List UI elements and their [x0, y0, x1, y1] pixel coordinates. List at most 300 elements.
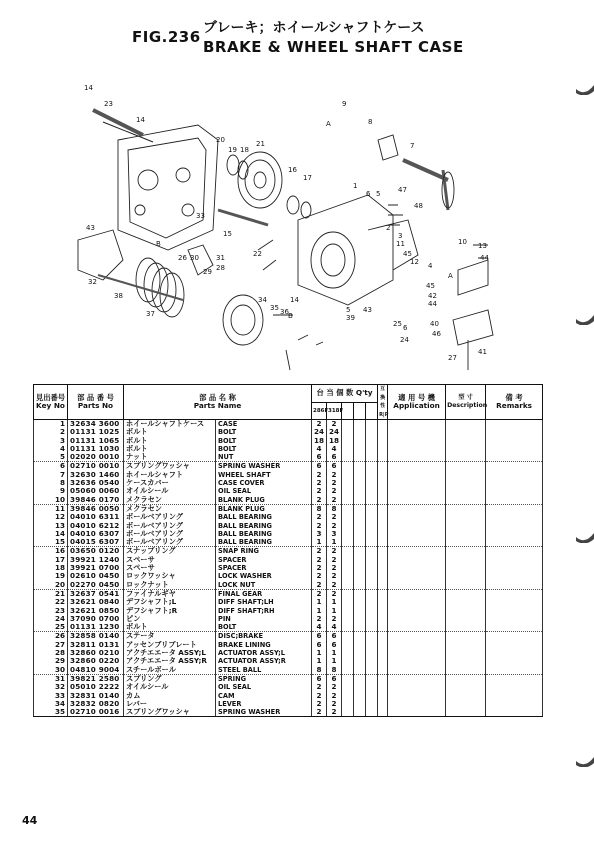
diagram-callout: 1	[353, 182, 358, 190]
parts-no-cell: 02610 0450	[68, 572, 124, 580]
qty-286f-cell: 18	[312, 437, 327, 445]
qty-blank-cell	[354, 513, 366, 521]
table-row	[34, 428, 543, 436]
interchange-cell	[378, 428, 388, 436]
qty-blank-cell	[342, 581, 354, 590]
application-cell	[388, 487, 446, 495]
application-cell	[388, 471, 446, 479]
interchange-cell	[378, 598, 388, 606]
interchange-cell	[378, 641, 388, 649]
qty-blank-cell	[354, 683, 366, 691]
diagram-callout: 45	[426, 282, 435, 290]
application-cell	[388, 428, 446, 436]
key-no-cell: 22	[34, 598, 68, 606]
qty-318f-cell: 18	[327, 437, 342, 445]
name-en-cell: CASE COVER	[216, 479, 312, 487]
key-no-cell: 14	[34, 530, 68, 538]
diagram-callout: 38	[114, 292, 123, 300]
name-en-cell: FINAL GEAR	[216, 589, 312, 598]
name-jp-cell: レバー	[124, 700, 216, 708]
application-cell	[388, 479, 446, 487]
remarks-cell	[486, 674, 543, 683]
key-no-cell: 15	[34, 538, 68, 547]
qty-blank-cell	[366, 641, 378, 649]
name-en-cell: DISC;BRAKE	[216, 632, 312, 641]
parts-no-cell: 04010 6311	[68, 513, 124, 521]
interchange-cell	[378, 471, 388, 479]
parts-no-cell: 32637 0541	[68, 589, 124, 598]
qty-286f-cell: 2	[312, 572, 327, 580]
qty-blank-cell	[354, 692, 366, 700]
qty-286f-cell: 2	[312, 479, 327, 487]
qty-blank-cell	[342, 589, 354, 598]
header-application: 適 用 号 機 Application	[388, 385, 446, 420]
name-en-cell: BOLT	[216, 428, 312, 436]
qty-286f-cell: 2	[312, 556, 327, 564]
name-en-cell: BOLT	[216, 445, 312, 453]
qty-blank-cell	[354, 547, 366, 556]
qty-286f-cell: 2	[312, 589, 327, 598]
name-en-cell: LOCK NUT	[216, 581, 312, 590]
qty-blank-cell	[342, 692, 354, 700]
diagram-callout: 30	[190, 254, 199, 262]
remarks-cell	[486, 462, 543, 471]
parts-no-cell: 32636 0540	[68, 479, 124, 487]
application-cell	[388, 632, 446, 641]
qty-blank-cell	[354, 589, 366, 598]
name-jp-cell: ボールベアリング	[124, 530, 216, 538]
qty-286f-cell: 4	[312, 445, 327, 453]
description-cell	[446, 641, 486, 649]
description-cell	[446, 632, 486, 641]
interchange-cell	[378, 607, 388, 615]
qty-286f-cell: 2	[312, 700, 327, 708]
description-cell	[446, 564, 486, 572]
qty-blank-cell	[354, 649, 366, 657]
table-row	[34, 420, 543, 429]
description-cell	[446, 453, 486, 462]
application-cell	[388, 623, 446, 632]
qty-blank-cell	[366, 513, 378, 521]
name-jp-cell: デフシャフト;R	[124, 607, 216, 615]
diagram-callout: 48	[414, 202, 423, 210]
key-no-cell: 30	[34, 666, 68, 675]
application-cell	[388, 530, 446, 538]
description-cell	[446, 666, 486, 675]
qty-318f-cell: 2	[327, 420, 342, 429]
application-cell	[388, 598, 446, 606]
parts-no-cell: 05010 2222	[68, 683, 124, 691]
qty-blank-cell	[366, 479, 378, 487]
name-en-cell: OIL SEAL	[216, 487, 312, 495]
qty-318f-cell: 2	[327, 487, 342, 495]
key-no-cell: 32	[34, 683, 68, 691]
qty-286f-cell: 2	[312, 513, 327, 521]
header-qty: 台 当 個 数 Q'ty	[312, 385, 378, 403]
parts-no-cell: 02020 0010	[68, 453, 124, 462]
diagram-callout: 9	[342, 100, 347, 108]
qty-318f-cell: 1	[327, 657, 342, 665]
diagram-callout: 12	[410, 258, 419, 266]
application-cell	[388, 683, 446, 691]
qty-blank-cell	[342, 504, 354, 513]
header-description: 型 寸 Description	[446, 385, 486, 420]
qty-286f-cell: 6	[312, 453, 327, 462]
parts-no-cell: 04010 6212	[68, 522, 124, 530]
interchange-cell	[378, 453, 388, 462]
name-en-cell: ACTUATOR ASSY;L	[216, 649, 312, 657]
diagram-callout: 15	[223, 230, 232, 238]
description-cell	[446, 437, 486, 445]
qty-318f-cell: 6	[327, 674, 342, 683]
parts-no-cell: 32621 0840	[68, 598, 124, 606]
qty-286f-cell: 1	[312, 538, 327, 547]
table-row	[34, 496, 543, 505]
application-cell	[388, 607, 446, 615]
application-cell	[388, 445, 446, 453]
qty-286f-cell: 1	[312, 649, 327, 657]
qty-blank-cell	[342, 615, 354, 623]
remarks-cell	[486, 641, 543, 649]
remarks-cell	[486, 547, 543, 556]
qty-blank-cell	[354, 445, 366, 453]
name-en-cell: CASE	[216, 420, 312, 429]
description-cell	[446, 674, 486, 683]
qty-blank-cell	[342, 453, 354, 462]
description-cell	[446, 462, 486, 471]
description-cell	[446, 504, 486, 513]
qty-blank-cell	[354, 598, 366, 606]
name-en-cell: BALL BEARING	[216, 522, 312, 530]
remarks-cell	[486, 513, 543, 521]
remarks-cell	[486, 708, 543, 717]
parts-no-cell: 32634 3600	[68, 420, 124, 429]
key-no-cell: 17	[34, 556, 68, 564]
description-cell	[446, 496, 486, 505]
qty-286f-cell: 4	[312, 623, 327, 632]
remarks-cell	[486, 598, 543, 606]
name-jp-cell: スペーサ	[124, 556, 216, 564]
name-jp-cell: スチールボール	[124, 666, 216, 675]
name-jp-cell: メクラセン	[124, 504, 216, 513]
qty-blank-cell	[366, 692, 378, 700]
qty-blank-cell	[366, 700, 378, 708]
remarks-cell	[486, 487, 543, 495]
name-en-cell: DIFF SHAFT;LH	[216, 598, 312, 606]
interchange-cell	[378, 564, 388, 572]
diagram-callout: 34	[258, 296, 267, 304]
qty-318f-cell: 6	[327, 453, 342, 462]
key-no-cell: 11	[34, 504, 68, 513]
diagram-callout: 24	[400, 336, 409, 344]
qty-286f-cell: 8	[312, 666, 327, 675]
qty-318f-cell: 4	[327, 623, 342, 632]
key-no-cell: 16	[34, 547, 68, 556]
qty-blank-cell	[354, 615, 366, 623]
qty-286f-cell: 6	[312, 641, 327, 649]
key-no-cell: 10	[34, 496, 68, 505]
qty-blank-cell	[354, 556, 366, 564]
description-cell	[446, 572, 486, 580]
table-row	[34, 564, 543, 572]
name-en-cell: BLANK PLUG	[216, 496, 312, 505]
key-no-cell: 27	[34, 641, 68, 649]
qty-blank-cell	[366, 487, 378, 495]
qty-blank-cell	[342, 666, 354, 675]
remarks-cell	[486, 692, 543, 700]
qty-blank-cell	[342, 649, 354, 657]
qty-286f-cell: 2	[312, 708, 327, 717]
parts-no-cell: 01131 1025	[68, 428, 124, 436]
qty-blank-cell	[366, 632, 378, 641]
qty-blank-cell	[342, 487, 354, 495]
diagram-callout: 14	[136, 116, 145, 124]
name-jp-cell: ホイールシャフト	[124, 471, 216, 479]
diagram-callout: 39	[346, 314, 355, 322]
qty-blank-cell	[342, 556, 354, 564]
qty-blank-cell	[354, 607, 366, 615]
parts-no-cell: 32630 1460	[68, 471, 124, 479]
key-no-cell: 19	[34, 572, 68, 580]
remarks-cell	[486, 530, 543, 538]
qty-blank-cell	[342, 632, 354, 641]
table-row	[34, 623, 543, 632]
qty-blank-cell	[366, 564, 378, 572]
remarks-cell	[486, 581, 543, 590]
parts-no-cell: 32858 0140	[68, 632, 124, 641]
description-cell	[446, 522, 486, 530]
qty-blank-cell	[342, 641, 354, 649]
remarks-cell	[486, 700, 543, 708]
application-cell	[388, 462, 446, 471]
table-row	[34, 530, 543, 538]
qty-blank-cell	[354, 666, 366, 675]
parts-no-cell: 37090 0700	[68, 615, 124, 623]
name-en-cell: LOCK WASHER	[216, 572, 312, 580]
name-en-cell: STEEL BALL	[216, 666, 312, 675]
exploded-parts-diagram	[48, 80, 518, 380]
table-row	[34, 581, 543, 590]
name-en-cell: DIFF SHAFT;RH	[216, 607, 312, 615]
application-cell	[388, 641, 446, 649]
diagram-callout: 44	[428, 300, 437, 308]
application-cell	[388, 556, 446, 564]
table-row	[34, 522, 543, 530]
application-cell	[388, 666, 446, 675]
qty-318f-cell: 6	[327, 462, 342, 471]
parts-no-cell: 39821 2580	[68, 674, 124, 683]
application-cell	[388, 437, 446, 445]
qty-286f-cell: 8	[312, 504, 327, 513]
qty-blank-cell	[342, 522, 354, 530]
table-row	[34, 692, 543, 700]
interchange-cell	[378, 547, 388, 556]
qty-blank-cell	[354, 538, 366, 547]
name-jp-cell: ロックワッシャ	[124, 572, 216, 580]
qty-286f-cell: 1	[312, 657, 327, 665]
qty-blank-cell	[366, 453, 378, 462]
qty-286f-cell: 2	[312, 615, 327, 623]
qty-blank-cell	[354, 530, 366, 538]
key-no-cell: 21	[34, 589, 68, 598]
qty-318f-cell: 1	[327, 598, 342, 606]
qty-blank-cell	[366, 572, 378, 580]
qty-blank-cell	[354, 522, 366, 530]
header-key-no: 見出番号 Key No	[34, 385, 68, 420]
table-row	[34, 572, 543, 580]
description-cell	[446, 547, 486, 556]
qty-blank-cell	[342, 530, 354, 538]
qty-blank-cell	[342, 607, 354, 615]
qty-blank-cell	[366, 547, 378, 556]
parts-no-cell: 04810 9004	[68, 666, 124, 675]
description-cell	[446, 692, 486, 700]
table-row	[34, 615, 543, 623]
diagram-callout: 32	[88, 278, 97, 286]
qty-blank-cell	[366, 538, 378, 547]
header-remarks: 備 考 Remarks	[486, 385, 543, 420]
qty-318f-cell: 8	[327, 666, 342, 675]
name-en-cell: SPACER	[216, 564, 312, 572]
qty-blank-cell	[354, 657, 366, 665]
qty-blank-cell	[354, 471, 366, 479]
interchange-cell	[378, 504, 388, 513]
qty-318f-cell: 1	[327, 607, 342, 615]
key-no-cell: 28	[34, 649, 68, 657]
qty-318f-cell: 2	[327, 700, 342, 708]
table-row	[34, 445, 543, 453]
qty-318f-cell: 2	[327, 708, 342, 717]
table-row	[34, 632, 543, 641]
diagram-callout: A	[448, 272, 453, 280]
qty-286f-cell: 6	[312, 462, 327, 471]
table-row	[34, 547, 543, 556]
table-row	[34, 708, 543, 717]
qty-blank-cell	[342, 513, 354, 521]
qty-286f-cell: 2	[312, 420, 327, 429]
qty-blank-cell	[366, 420, 378, 429]
qty-318f-cell: 1	[327, 538, 342, 547]
qty-286f-cell: 6	[312, 674, 327, 683]
qty-blank-cell	[342, 479, 354, 487]
qty-286f-cell: 24	[312, 428, 327, 436]
name-jp-cell: ケースカバー	[124, 479, 216, 487]
qty-blank-cell	[354, 437, 366, 445]
qty-286f-cell: 2	[312, 564, 327, 572]
interchange-cell	[378, 522, 388, 530]
qty-286f-cell: 2	[312, 547, 327, 556]
name-jp-cell: アクチエエータ ASSY;L	[124, 649, 216, 657]
application-cell	[388, 420, 446, 429]
qty-blank-cell	[354, 572, 366, 580]
qty-blank-cell	[366, 615, 378, 623]
diagram-callout: 42	[428, 292, 437, 300]
key-no-cell: 12	[34, 513, 68, 521]
table-row	[34, 598, 543, 606]
application-cell	[388, 547, 446, 556]
qty-blank-cell	[354, 581, 366, 590]
parts-no-cell: 32831 0140	[68, 692, 124, 700]
key-no-cell: 6	[34, 462, 68, 471]
name-en-cell: LEVER	[216, 700, 312, 708]
diagram-callout: B	[156, 240, 161, 248]
name-jp-cell: ボールベアリング	[124, 513, 216, 521]
qty-318f-cell: 2	[327, 479, 342, 487]
name-jp-cell: ナット	[124, 453, 216, 462]
name-jp-cell: ステータ	[124, 632, 216, 641]
qty-blank-cell	[354, 674, 366, 683]
diagram-callout: 5	[376, 190, 381, 198]
application-cell	[388, 504, 446, 513]
remarks-cell	[486, 615, 543, 623]
key-no-cell: 20	[34, 581, 68, 590]
qty-286f-cell: 1	[312, 598, 327, 606]
header-parts-name: 部 品 名 称 Parts Name	[124, 385, 312, 420]
parts-table	[33, 384, 543, 717]
qty-318f-cell: 2	[327, 556, 342, 564]
description-cell	[446, 615, 486, 623]
application-cell	[388, 581, 446, 590]
remarks-cell	[486, 572, 543, 580]
key-no-cell: 29	[34, 657, 68, 665]
interchange-cell	[378, 420, 388, 429]
diagram-callout: 5	[346, 306, 351, 314]
qty-blank-cell	[354, 708, 366, 717]
name-jp-cell: ボルト	[124, 428, 216, 436]
remarks-cell	[486, 428, 543, 436]
application-cell	[388, 572, 446, 580]
table-row	[34, 479, 543, 487]
qty-blank-cell	[354, 462, 366, 471]
qty-blank-cell	[354, 632, 366, 641]
qty-blank-cell	[366, 504, 378, 513]
qty-blank-cell	[342, 445, 354, 453]
table-row	[34, 649, 543, 657]
table-row	[34, 471, 543, 479]
interchange-cell	[378, 632, 388, 641]
description-cell	[446, 581, 486, 590]
diagram-callout: 19	[228, 146, 237, 154]
qty-blank-cell	[366, 708, 378, 717]
parts-no-cell: 39846 0050	[68, 504, 124, 513]
qty-blank-cell	[342, 547, 354, 556]
diagram-callout: 2	[386, 224, 391, 232]
diagram-callout: 10	[458, 238, 467, 246]
remarks-cell	[486, 649, 543, 657]
remarks-cell	[486, 453, 543, 462]
parts-no-cell: 04015 6307	[68, 538, 124, 547]
parts-no-cell: 01131 1230	[68, 623, 124, 632]
description-cell	[446, 428, 486, 436]
key-no-cell: 8	[34, 479, 68, 487]
parts-no-cell: 04010 6307	[68, 530, 124, 538]
diagram-callout: 13	[478, 242, 487, 250]
key-no-cell: 2	[34, 428, 68, 436]
remarks-cell	[486, 589, 543, 598]
description-cell	[446, 487, 486, 495]
interchange-cell	[378, 530, 388, 538]
qty-blank-cell	[366, 674, 378, 683]
application-cell	[388, 522, 446, 530]
key-no-cell: 13	[34, 522, 68, 530]
name-en-cell: SPRING WASHER	[216, 462, 312, 471]
qty-blank-cell	[366, 657, 378, 665]
key-no-cell: 5	[34, 453, 68, 462]
parts-no-cell: 32811 0131	[68, 641, 124, 649]
diagram-callout: 36	[280, 308, 289, 316]
diagram-callout: 14	[84, 84, 93, 92]
qty-318f-cell: 2	[327, 564, 342, 572]
